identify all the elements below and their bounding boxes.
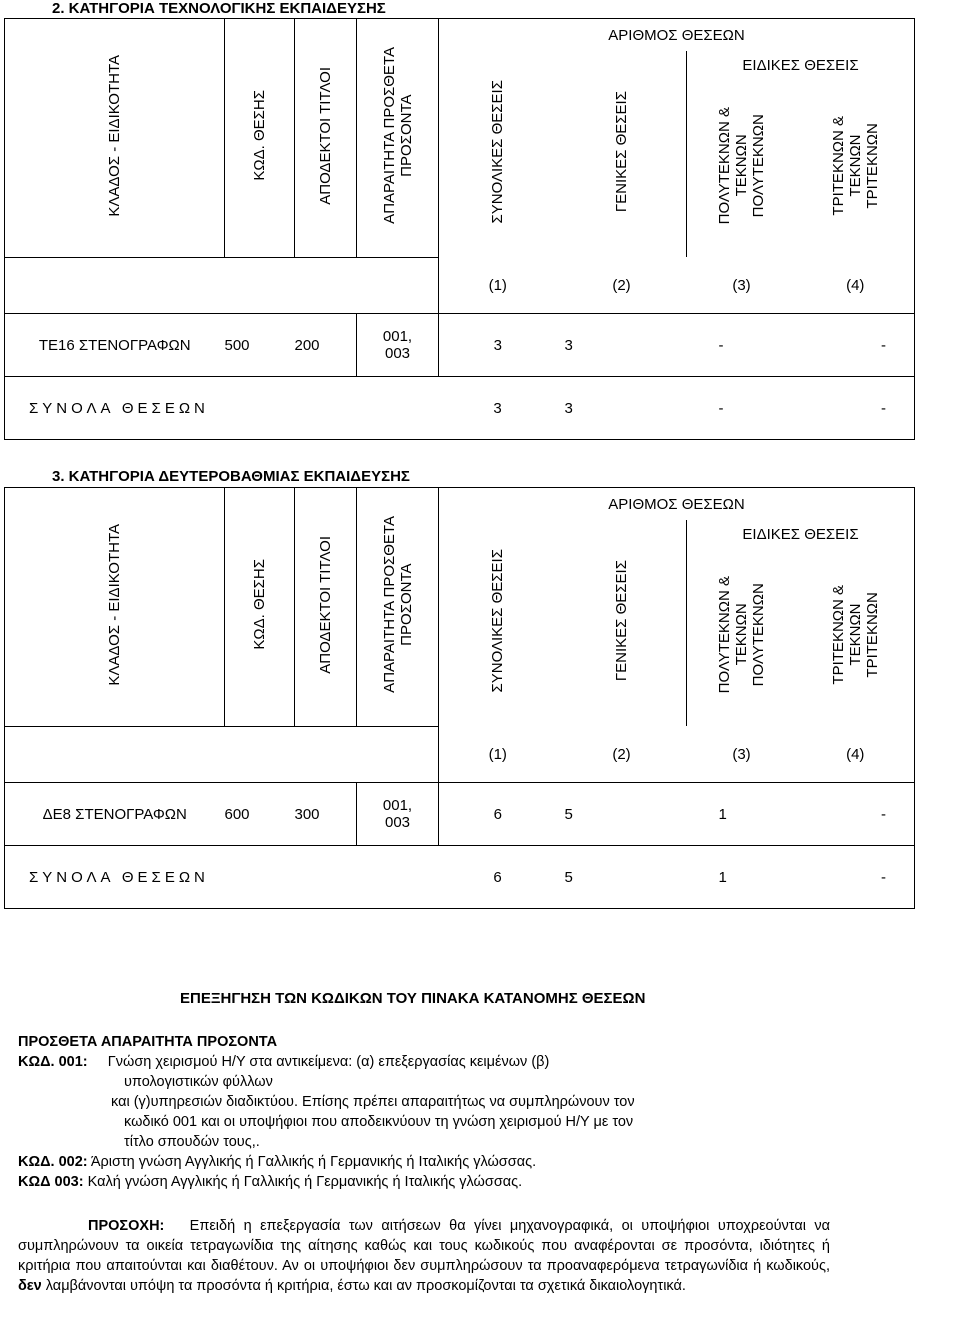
spacer <box>5 257 439 314</box>
row-kod: 600 <box>225 783 295 846</box>
header-klados: ΚΛΑΔΟΣ - ΕΙΔΙΚΟΤΗΤΑ <box>5 488 225 727</box>
header-kod: ΚΩΔ. ΘΕΣΗΣ <box>225 488 295 727</box>
row-synolikes: 6 <box>439 783 557 846</box>
header-genikes: ΓΕΝΙΚΕΣ ΘΕΣΕΙΣ <box>557 51 687 257</box>
note-001: ΚΩΔ. 001: Γνώση χειρισμού Η/Υ στα αντικείμενα: (α) επεξεργασίας κειμένων (β) <box>18 1054 550 1070</box>
note-001-line3: και (γ)υπηρεσιών διαδικτύου. Επίσης πρέπει απαραιτήτως να συμπληρώνουν τον <box>111 1094 635 1110</box>
header-kod: ΚΩΔ. ΘΕΣΗΣ <box>225 19 295 258</box>
num-2: (2) <box>557 257 687 314</box>
header-klados: ΚΛΑΔΟΣ - ΕΙΔΙΚΟΤΗΤΑ <box>5 19 225 258</box>
num-3: (3) <box>687 257 797 314</box>
total-synolikes: 6 <box>439 846 557 909</box>
header-arithmos: ΑΡΙΘΜΟΣ ΘΕΣΕΩΝ <box>439 488 915 521</box>
row-polyteknon: - <box>687 314 797 377</box>
spacer <box>5 726 439 783</box>
total-triteknon: - <box>797 846 915 909</box>
total-label: ΣΥΝΟΛΑ ΘΕΣΕΩΝ <box>5 846 439 909</box>
row-klados: ΔΕ8 ΣΤΕΝΟΓΡΑΦΩΝ <box>5 783 225 846</box>
total-label: ΣΥΝΟΛΑ ΘΕΣΕΩΝ <box>5 377 439 440</box>
row-prosonta: 001, 003 <box>357 314 439 377</box>
num-1: (1) <box>439 726 557 783</box>
total-polyteknon: - <box>687 377 797 440</box>
section3-table <box>4 487 915 909</box>
total-genikes: 5 <box>557 846 687 909</box>
num-1: (1) <box>439 257 557 314</box>
header-arithmos: ΑΡΙΘΜΟΣ ΘΕΣΕΩΝ <box>439 19 915 52</box>
total-genikes: 3 <box>557 377 687 440</box>
num-4: (4) <box>797 257 915 314</box>
note-001-line2: υπολογιστικών φύλλων <box>124 1074 273 1090</box>
header-titloi: ΑΠΟΔΕΚΤΟΙ ΤΙΤΛΟΙ <box>295 19 357 258</box>
note-003: ΚΩΔ 003: Καλή γνώση Αγγλικής ή Γαλλικής ή Γερμανικής ή Ιταλικής γλώσσας. <box>18 1174 523 1190</box>
num-2: (2) <box>557 726 687 783</box>
row-genikes: 3 <box>557 314 687 377</box>
row-titloi: 200 <box>295 314 357 377</box>
header-polyteknon: ΠΟΛΥΤΕΚΝΩΝ & ΤΕΚΝΩΝ ΠΟΛΥΤΕΚΝΩΝ <box>687 548 797 726</box>
row-triteknon: - <box>797 783 915 846</box>
row-titloi: 300 <box>295 783 357 846</box>
header-triteknon: ΤΡΙΤΕΚΝΩΝ & ΤΕΚΝΩΝ ΤΡΙΤΕΚΝΩΝ <box>797 548 915 726</box>
header-prosonta: ΑΠΑΡΑΙΤΗΤΑ ΠΡΟΣΘΕΤΑ ΠΡΟΣΟΝΤΑ <box>357 488 439 727</box>
notes-subheading: ΠΡΟΣΘΕΤΑ ΑΠΑΡΑΙΤΗΤΑ ΠΡΟΣΟΝΤΑ <box>18 1034 278 1050</box>
row-synolikes: 3 <box>439 314 557 377</box>
section3-title: 3. ΚΑΤΗΓΟΡΙΑ ΔΕΥΤΕΡΟΒΑΘΜΙΑΣ ΕΚΠΑΙΔΕΥΣΗΣ <box>52 468 410 485</box>
num-3: (3) <box>687 726 797 783</box>
notes-block <box>18 1032 840 1192</box>
header-eidikes: ΕΙΔΙΚΕΣ ΘΕΣΕΙΣ <box>687 520 915 548</box>
header-titloi: ΑΠΟΔΕΚΤΟΙ ΤΙΤΛΟΙ <box>295 488 357 727</box>
note-001-line4: κωδικό 001 και οι υποψήφιοι που αποδεικνύουν τη γνώση χειρισμού Η/Υ με τον <box>124 1114 634 1130</box>
note-001-line5: τίτλο σπουδών τους,. <box>124 1134 260 1150</box>
header-synolikes: ΣΥΝΟΛΙΚΕΣ ΘΕΣΕΙΣ <box>439 520 557 726</box>
header-polyteknon: ΠΟΛΥΤΕΚΝΩΝ & ΤΕΚΝΩΝ ΠΟΛΥΤΕΚΝΩΝ <box>687 79 797 257</box>
header-synolikes: ΣΥΝΟΛΙΚΕΣ ΘΕΣΕΙΣ <box>439 51 557 257</box>
row-kod: 500 <box>225 314 295 377</box>
attention-block: ΠΡΟΣΟΧΗ: Επειδή η επεξεργασία των αιτήσεων θα γίνει μηχανογραφικά, οι υποψήφιοι υποχρεούνται να συμπληρώνουν τα οικεία τετραγωνίδια της αίτησης καθώς και τους κωδικούς που αναφέρονται σε προσόντα, ιδιότητες ή κριτήρια που απαιτούνται και διαθέτουν. Αν οι υποψήφιοι δεν συμπληρώσουν τα προαναφερόμενα τετραγωνίδια ή κωδικούς, δεν λαμβάνονται υπόψη τα προσόντα ή κριτήρια, έστω και αν προσκομίζονται τα σχετικά δικαιολογητικά. <box>18 1218 830 1294</box>
header-genikes: ΓΕΝΙΚΕΣ ΘΕΣΕΙΣ <box>557 520 687 726</box>
row-prosonta: 001, 003 <box>357 783 439 846</box>
row-klados: ΤΕ16 ΣΤΕΝΟΓΡΑΦΩΝ <box>5 314 225 377</box>
header-eidikes: ΕΙΔΙΚΕΣ ΘΕΣΕΙΣ <box>687 51 915 79</box>
notes-heading: ΕΠΕΞΗΓΗΣΗ ΤΩΝ ΚΩΔΙΚΩΝ ΤΟΥ ΠΙΝΑΚΑ ΚΑΤΑΝΟΜΗΣ ΘΕΣΕΩΝ <box>180 990 646 1007</box>
num-4: (4) <box>797 726 915 783</box>
section2-title: 2. ΚΑΤΗΓΟΡΙΑ ΤΕΧΝΟΛΟΓΙΚΗΣ ΕΚΠΑΙΔΕΥΣΗΣ <box>52 0 386 17</box>
row-genikes: 5 <box>557 783 687 846</box>
row-polyteknon: 1 <box>687 783 797 846</box>
header-triteknon: ΤΡΙΤΕΚΝΩΝ & ΤΕΚΝΩΝ ΤΡΙΤΕΚΝΩΝ <box>797 79 915 257</box>
total-triteknon: - <box>797 377 915 440</box>
note-002: ΚΩΔ. 002: Άριστη γνώση Αγγλικής ή Γαλλικής ή Γερμανικής ή Ιταλικής γλώσσας. <box>18 1154 537 1170</box>
total-polyteknon: 1 <box>687 846 797 909</box>
section2-table <box>4 18 915 440</box>
header-prosonta: ΑΠΑΡΑΙΤΗΤΑ ΠΡΟΣΘΕΤΑ ΠΡΟΣΟΝΤΑ <box>357 19 439 258</box>
total-synolikes: 3 <box>439 377 557 440</box>
row-triteknon: - <box>797 314 915 377</box>
